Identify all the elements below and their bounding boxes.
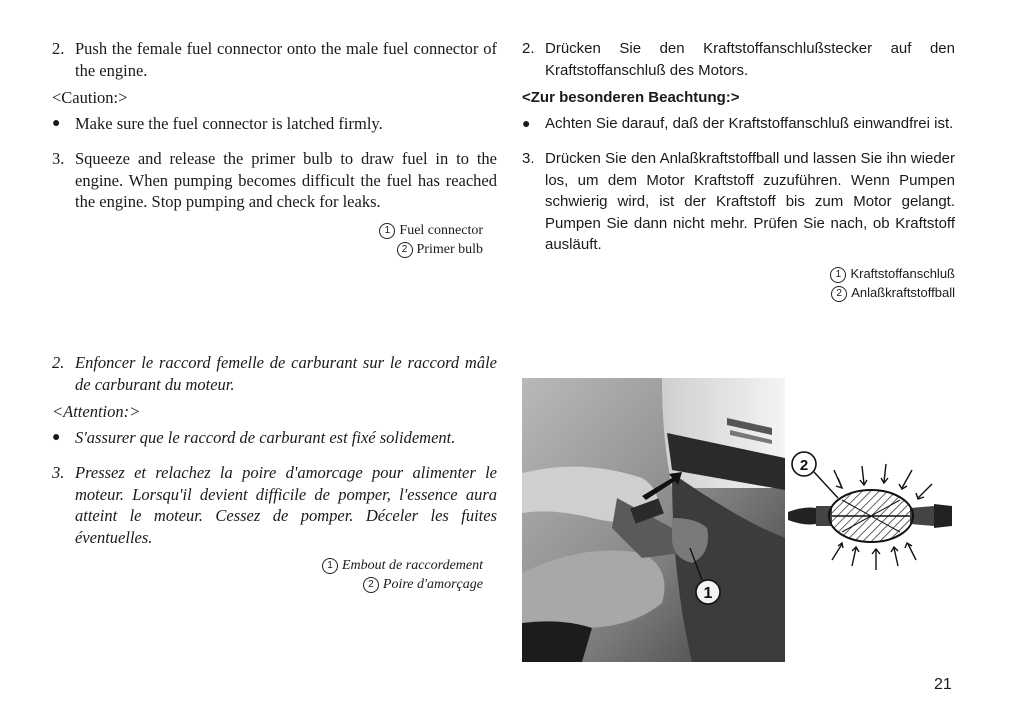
german-column — [522, 38, 955, 302]
step-2 — [52, 352, 497, 395]
caution-text: S'assurer que le raccord de carburant est fixé solidement. — [75, 427, 456, 447]
caution-text: Achten Sie darauf, daß der Kraftstoffanschluß einwandfrei ist. — [545, 114, 954, 132]
figure-labels — [522, 264, 955, 302]
fuel-connector-photo — [522, 378, 785, 662]
callout-number-icon: 1 — [830, 267, 846, 283]
caution-heading: <Zur besonderen Beachtung:> — [522, 89, 740, 106]
figure-labels — [52, 221, 497, 259]
step-number: 3. — [52, 149, 65, 168]
step-3 — [52, 148, 497, 213]
step-2 — [52, 38, 497, 81]
caution-heading: <Caution:> — [52, 88, 128, 107]
label-primer-bulb: Primer bulb — [416, 241, 483, 257]
primer-bulb-diagram — [786, 448, 956, 578]
label-anlasskraftstoffball: Anlaßkraftstoffball — [851, 284, 955, 300]
bullet-icon: ● — [522, 114, 531, 131]
label-poire: Poire d'amorçage — [382, 577, 483, 592]
callout-number-icon: 2 — [363, 577, 379, 593]
step-text: Drücken Sie den Anlaßkraftstoffball und lassen Sie ihn wieder los, um dem Motor Kraftstoff zuzuführen. Wenn Pumpen schwierig wird, ist der Kraftstoff bis zum Motor gelangt. Pumpen Sie dann nicht mehr. Prüfen Sie nach, ob Kraftstoff ausläuft. — [545, 150, 955, 253]
step-number: 3. — [522, 150, 535, 167]
step-number: 2. — [522, 40, 535, 57]
french-column — [52, 352, 497, 594]
step-2 — [522, 38, 955, 81]
step-text: Push the female fuel connector onto the male fuel connector of the engine. — [75, 39, 497, 80]
label-kraftstoffanschluss: Kraftstoffanschluß — [850, 265, 955, 281]
bullet-icon: ● — [52, 429, 61, 445]
photo-callout-number: 1 — [703, 585, 713, 602]
step-text: Squeeze and release the primer bulb to draw fuel in to the engine. When pumping becomes difficult the fuel has reached the engine. Stop pumping and check for leaks. — [75, 149, 497, 211]
label-embout: Embout de raccordement — [342, 558, 483, 573]
step-number: 2. — [52, 39, 65, 58]
callout-number-icon: 1 — [322, 558, 338, 574]
english-column — [52, 38, 497, 259]
step-3 — [522, 148, 955, 256]
step-text: Enfoncer le raccord femelle de carburant sur le raccord mâle de carburant du moteur. — [75, 353, 497, 394]
callout-number-icon: 2 — [397, 242, 413, 258]
step-number: 3. — [52, 463, 65, 482]
caution-bullet — [522, 113, 955, 135]
caution-heading: <Attention:> — [52, 402, 141, 421]
bullet-icon: ● — [52, 115, 61, 131]
step-3 — [52, 462, 497, 548]
caution-bullet — [52, 427, 497, 449]
callout-number-icon: 2 — [831, 286, 847, 302]
step-text: Pressez et relachez la poire d'amorcage pour alimenter le moteur. Lorsqu'il devient difficile de pomper, l'essence aura atteint le moteur. Cessez de pomper. Déceler les fuites éventuelles. — [75, 463, 497, 547]
step-number: 2. — [52, 353, 65, 372]
step-text: Drücken Sie den Kraftstoffanschlußstecker auf den Kraftstoffanschluß des Motors. — [545, 40, 955, 79]
page-number: 21 — [934, 676, 952, 693]
diagram-callout-number: 2 — [799, 457, 809, 474]
callout-number-icon: 1 — [379, 223, 395, 239]
caution-text: Make sure the fuel connector is latched firmly. — [75, 113, 383, 133]
label-fuel-connector: Fuel connector — [399, 222, 483, 238]
caution-bullet — [52, 113, 497, 135]
figure-labels — [52, 556, 497, 594]
